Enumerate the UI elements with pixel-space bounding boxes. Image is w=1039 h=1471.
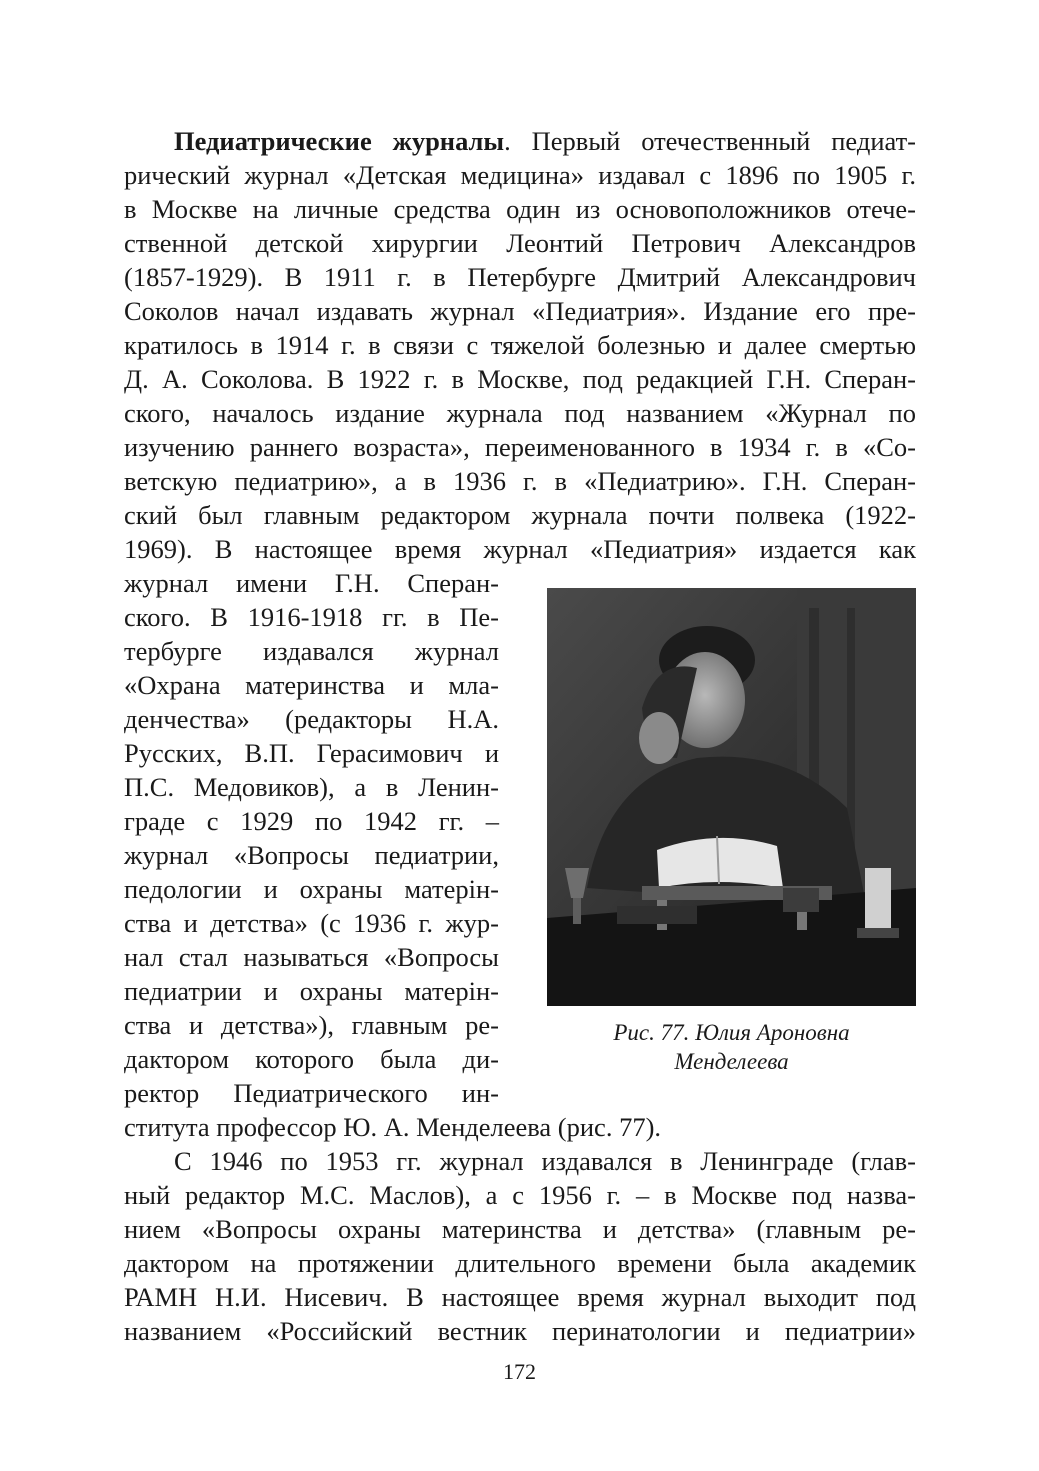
text-line: кратилось в 1914 г. в связи с тяжелой болезнью и далее смертью <box>124 330 916 360</box>
text-line: дактором на протяжении длительного времени была академик <box>124 1248 916 1278</box>
text-line: изучению раннего возраста», переименованного в 1934 г. в «Со- <box>124 432 916 462</box>
text-line: ственной детской хирургии Леонтий Петрович Александров <box>124 228 916 258</box>
figure-caption: Рис. 77. Юлия Ароновна <box>613 1020 850 1045</box>
text-line: ский был главным редактором журнала почти полвека (1922- <box>124 500 916 530</box>
text-line: журнал «Вопросы педиатрии, <box>124 840 499 870</box>
text-line: тербурге издавался журнал <box>124 636 499 666</box>
text-line: «Охрана материнства и мла- <box>124 670 499 700</box>
text-line: журнал имени Г.Н. Сперан- <box>124 568 499 598</box>
text-line: педиатрии и охраны матерін- <box>124 976 499 1006</box>
text-line: Соколов начал издавать журнал «Педиатрия». Издание его пре- <box>124 296 916 326</box>
text-line: граде с 1929 по 1942 гг. – <box>124 806 499 836</box>
text-line: нием «Вопросы охраны материнства и детства» (главным ре- <box>124 1214 916 1244</box>
text-line: в Москве на личные средства один из основоположников отече- <box>124 194 916 224</box>
text-line: П.С. Медовиков), а в Ленин- <box>124 772 499 802</box>
text-line: ского. В 1916-1918 гг. в Пе- <box>124 602 499 632</box>
text-line: ректор Педиатрического ин- <box>124 1078 499 1108</box>
text-line: дактором которого была ди- <box>124 1044 499 1074</box>
text-line: денчества» (редакторы Н.А. <box>124 704 499 734</box>
text-line: 1969). В настоящее время журнал «Педиатрия» издается как <box>124 534 916 564</box>
text-line: ства и детства» (с 1936 г. жур- <box>124 908 499 938</box>
text-line: Д. А. Соколова. В 1922 г. в Москве, под редакцией Г.Н. Сперан- <box>124 364 916 394</box>
text-line: ветскую педиатрию», а в 1936 г. в «Педиатрию». Г.Н. Сперан- <box>124 466 916 496</box>
portrait-photo <box>547 588 916 1006</box>
page-number: 172 <box>503 1359 536 1384</box>
text-line: С 1946 по 1953 гг. журнал издавался в Ленинграде (глав- <box>174 1146 916 1176</box>
section-heading: Педиатрические журналы <box>174 126 505 156</box>
text-line: ского, началось издание журнала под названием «Журнал по <box>124 398 916 428</box>
text-line: нал стал называться «Вопросы <box>124 942 499 972</box>
text-line: Педиатрические журналы. Первый отечественный педиат- <box>174 126 916 156</box>
text-line: РАМН Н.И. Нисевич. В настоящее время журнал выходит под <box>124 1282 916 1312</box>
text-line: ства и детства»), главным ре- <box>124 1010 499 1040</box>
text-line: названием «Российский вестник перинатологии и педиатрии» <box>124 1316 916 1346</box>
text-line: ный редактор М.С. Маслов), а с 1956 г. – в Москве под назва- <box>124 1180 916 1210</box>
text-line: педологии и охраны матерін- <box>124 874 499 904</box>
text-line: ститута профессор Ю. А. Менделеева (рис. 77). <box>124 1112 662 1142</box>
text-line: рический журнал «Детская медицина» издавал с 1896 по 1905 г. <box>124 160 916 190</box>
photo-illustration <box>547 588 916 1006</box>
text-line: Русских, В.П. Герасимович и <box>124 738 499 768</box>
text-line: (1857-1929). В 1911 г. в Петербурге Дмитрий Александрович <box>124 262 916 292</box>
figure-caption-line2: Менделеева <box>674 1049 789 1074</box>
